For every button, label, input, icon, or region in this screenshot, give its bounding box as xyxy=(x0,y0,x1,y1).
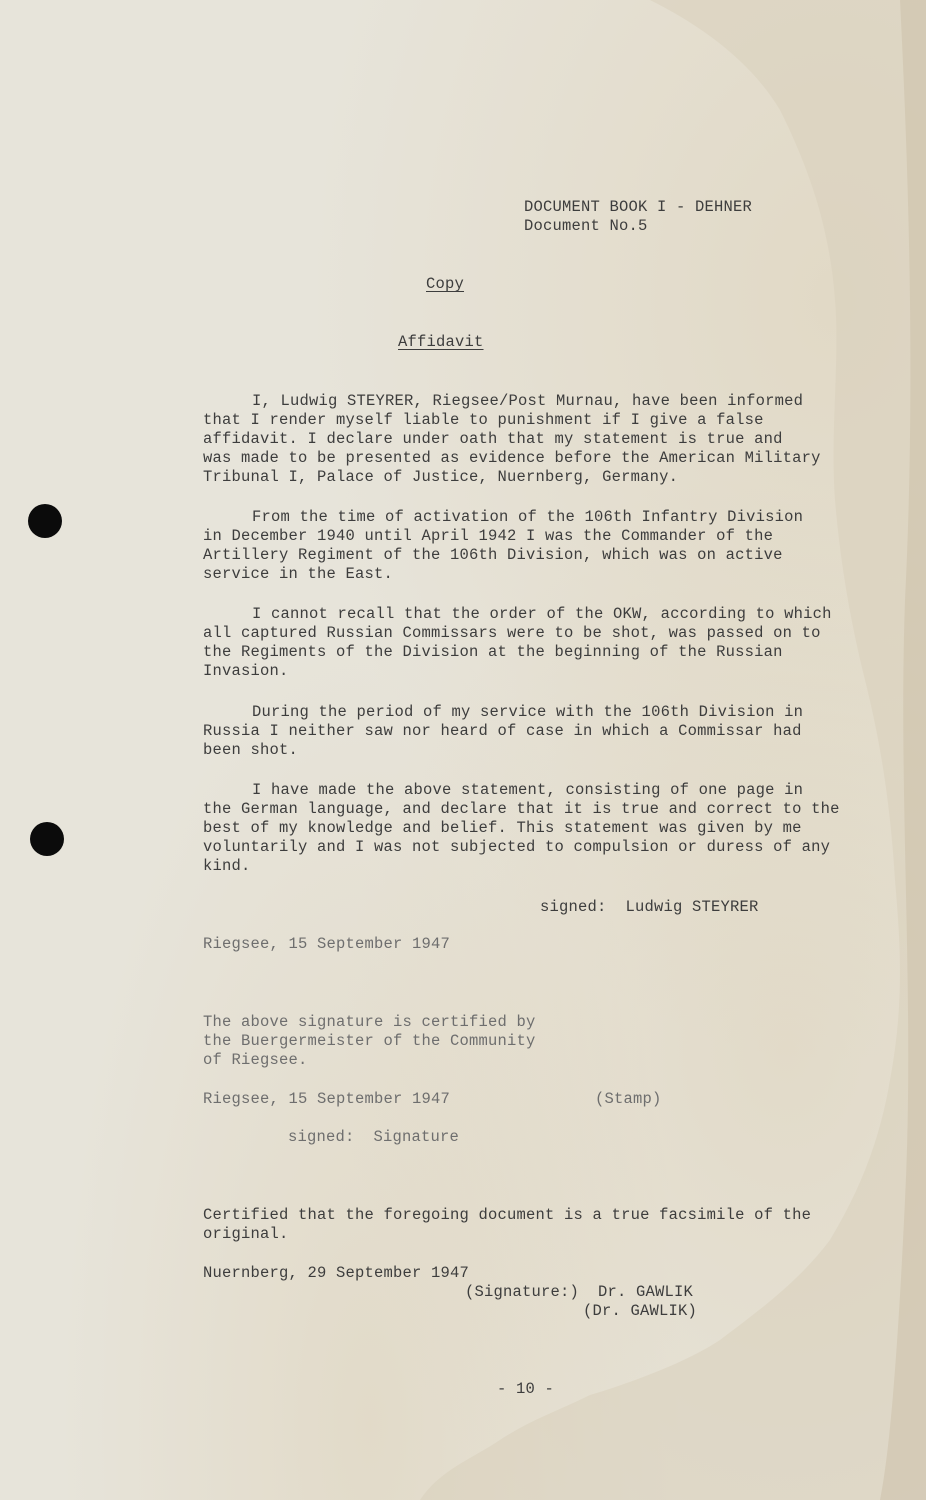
copy-label: Copy xyxy=(426,275,465,293)
paragraph-3-line: the Regiments of the Division at the beginning of the Russian xyxy=(203,643,783,661)
paragraph-3-line: Invasion. xyxy=(203,662,289,680)
certification-line: of Riegsee. xyxy=(203,1051,308,1069)
paragraph-1-line: affidavit. I declare under oath that my statement is true and xyxy=(203,430,783,448)
paragraph-4-line: During the period of my service with the 106th Division in xyxy=(252,703,804,721)
paragraph-5-line: best of my knowledge and belief. This statement was given by me xyxy=(203,819,802,837)
paragraph-2-line: in December 1940 until April 1942 I was the Commander of the xyxy=(203,527,774,545)
stamp-label: (Stamp) xyxy=(595,1090,662,1108)
place-date-nuernberg: Nuernberg, 29 September 1947 xyxy=(203,1264,470,1282)
paragraph-2-line: Artillery Regiment of the 106th Division, which was on active xyxy=(203,546,783,564)
paragraph-1-line: that I render myself liable to punishment if I give a false xyxy=(203,411,764,429)
paragraph-5-line: kind. xyxy=(203,857,251,875)
paragraph-2-line: From the time of activation of the 106th Infantry Division xyxy=(252,508,804,526)
signature-name: (Dr. GAWLIK) xyxy=(583,1302,698,1320)
punch-hole xyxy=(28,504,62,538)
paragraph-3-line: all captured Russian Commissars were to be shot, was passed on to xyxy=(203,624,821,642)
facsimile-line: original. xyxy=(203,1225,289,1243)
signed-signature: signed: Signature xyxy=(288,1128,460,1146)
paragraph-1-line: was made to be presented as evidence before the American Military xyxy=(203,449,821,467)
signed-line: signed: Ludwig STEYRER xyxy=(540,898,759,916)
place-date-riegsee: Riegsee, 15 September 1947 xyxy=(203,935,451,953)
facsimile-line: Certified that the foregoing document is a true facsimile of the xyxy=(203,1206,812,1224)
signature-label: (Signature:) Dr. GAWLIK xyxy=(465,1283,694,1301)
paragraph-4-line: been shot. xyxy=(203,741,299,759)
document-book-header: DOCUMENT BOOK I - DEHNER xyxy=(524,198,753,216)
paragraph-4-line: Russia I neither saw nor heard of case in which a Commissar had xyxy=(203,722,802,740)
paragraph-1-line: I, Ludwig STEYRER, Riegsee/Post Murnau, have been informed xyxy=(252,392,804,410)
paragraph-5-line: the German language, and declare that it is true and correct to the xyxy=(203,800,840,818)
certification-line: the Buergermeister of the Community xyxy=(203,1032,536,1050)
document-title: Affidavit xyxy=(398,333,484,351)
paragraph-2-line: service in the East. xyxy=(203,565,394,583)
paragraph-5-line: voluntarily and I was not subjected to compulsion or duress of any xyxy=(203,838,831,856)
document-number: Document No.5 xyxy=(524,217,648,235)
paragraph-1-line: Tribunal I, Palace of Justice, Nuernberg, Germany. xyxy=(203,468,679,486)
place-date-certification: Riegsee, 15 September 1947 xyxy=(203,1090,451,1108)
paragraph-5-line: I have made the above statement, consisting of one page in xyxy=(252,781,804,799)
punch-hole xyxy=(30,822,64,856)
paragraph-3-line: I cannot recall that the order of the OKW, according to which xyxy=(252,605,832,623)
page-number: - 10 - xyxy=(497,1380,555,1398)
certification-line: The above signature is certified by xyxy=(203,1013,536,1031)
